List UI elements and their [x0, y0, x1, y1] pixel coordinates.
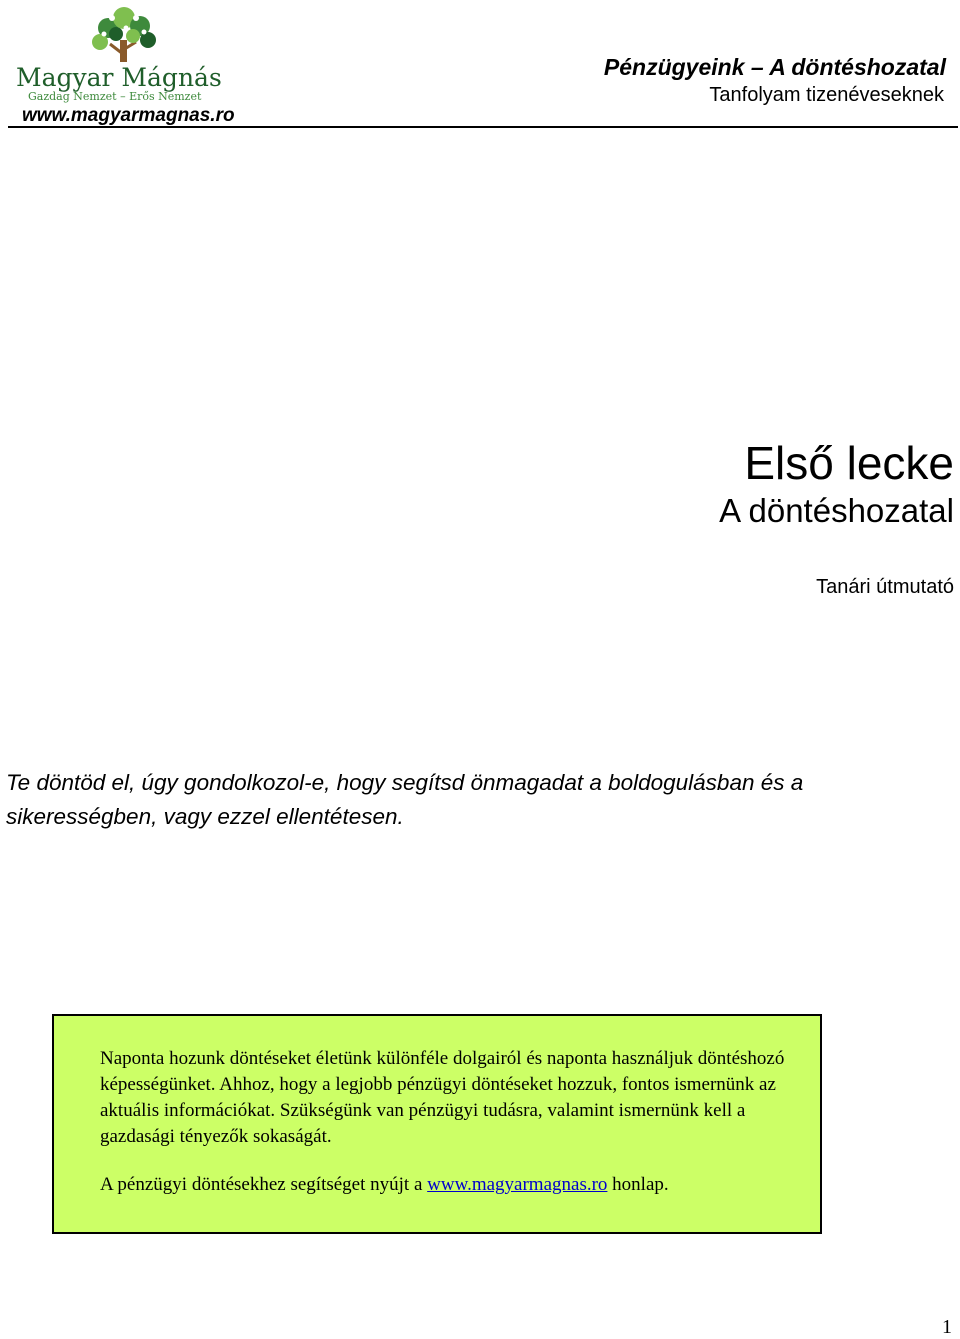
- logo-brand: Magyar Mágnás: [16, 63, 222, 92]
- info-paragraph: Naponta hozunk döntéseket életünk különféle dolgairól és naponta használjuk döntéshozó képességünket. Ahhoz, hogy a legjobb pénzügyi döntéseket hozzuk, fontos ismernünk az aktuális információkat. Szükségünk van pénzügyi tudásra, valamint ismernünk kell a gazdasági tényezők sokaságát.: [100, 1048, 785, 1147]
- header-subtitle: Tanfolyam tizenéveseknek: [709, 84, 944, 106]
- lesson-subtitle: A döntéshozatal: [719, 492, 954, 529]
- logo-tagline: Gazdag Nemzet – Erős Nemzet: [28, 90, 202, 103]
- header-divider: [8, 126, 958, 128]
- info-link-paragraph: [100, 1172, 820, 1198]
- link-suffix: honlap.: [607, 1174, 669, 1195]
- link-prefix: A pénzügyi döntésekhez segítséget nyújt a: [100, 1174, 428, 1195]
- page-number: 1: [942, 1316, 952, 1338]
- logo-url[interactable]: www.magyarmagnas.ro: [22, 105, 235, 126]
- website-link[interactable]: www.magyarmagnas.ro: [427, 1174, 608, 1195]
- lesson-title: Első lecke: [744, 437, 954, 489]
- logo: [8, 4, 238, 126]
- info-box: [52, 1014, 822, 1234]
- tree-icon: [8, 4, 238, 104]
- teacher-guide-label: Tanári útmutató: [816, 576, 954, 598]
- header-title: Pénzügyeink – A döntéshozatal: [603, 54, 946, 80]
- intro-quote: Te döntöd el, úgy gondolkozol-e, hogy segítsd önmagadat a boldogulásban és a sikerességben, vagy ezzel ellentétesen.: [6, 770, 804, 829]
